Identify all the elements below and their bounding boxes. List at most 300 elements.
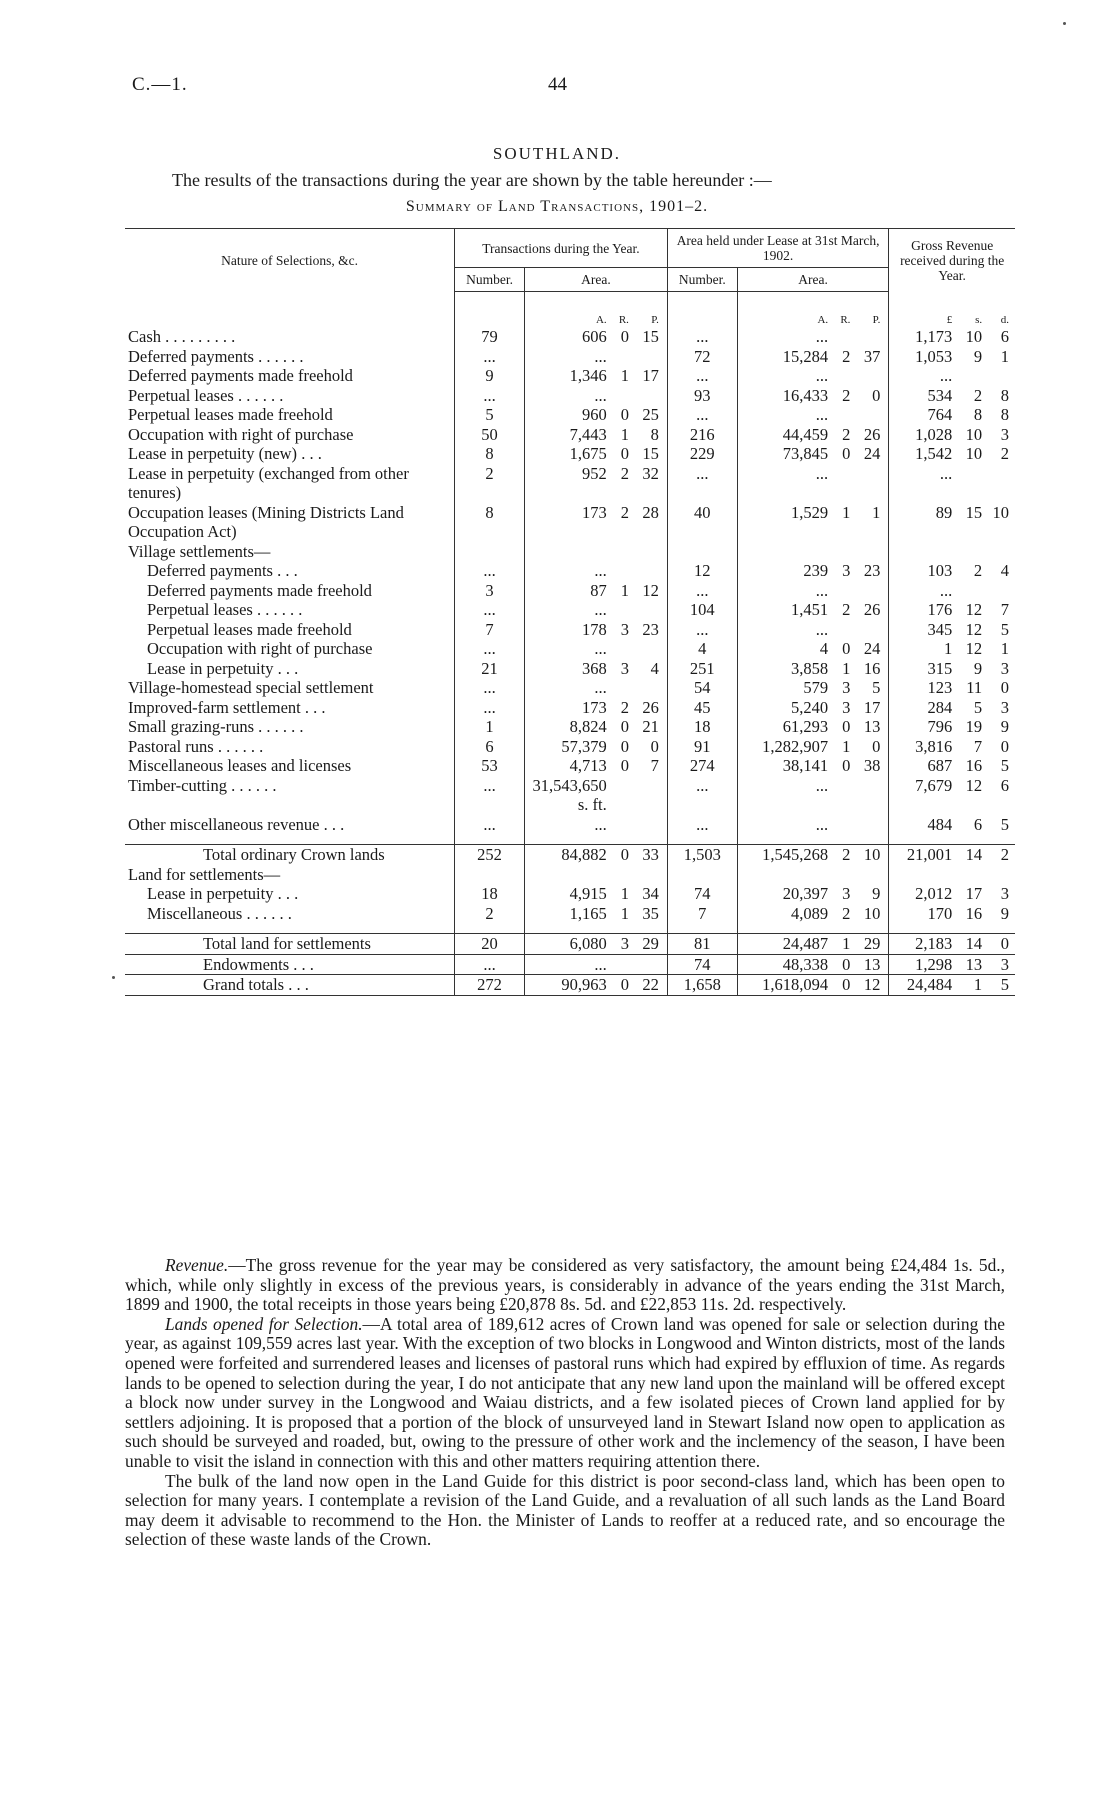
land-for-settlements-heading — [125, 865, 1015, 885]
transactions-number: 1 — [455, 717, 525, 737]
row-label-text: Lease in perpetuity (exchanged from other tenures) — [128, 463, 409, 502]
lease-perches: 13 — [853, 954, 888, 975]
row-label-text: Timber-cutting — [128, 775, 227, 795]
transactions-acres: ... — [524, 386, 609, 406]
lease-perches: 26 — [863, 424, 881, 444]
lease-number: 216 — [667, 425, 737, 445]
lease-perches — [853, 327, 888, 347]
row-label-text: Perpetual leases — [147, 600, 253, 619]
leader-dots: . . . — [319, 814, 345, 834]
transactions-number: ... — [455, 776, 525, 815]
revenue-pounds: 89 — [889, 503, 955, 542]
lease-number: 12 — [667, 561, 737, 581]
transactions-roods — [610, 347, 632, 367]
lease-perches: 0 — [872, 385, 881, 405]
revenue-pounds: 24,484 — [889, 975, 955, 996]
lease-roods: 2 — [842, 903, 851, 923]
village-settlements-heading — [125, 542, 1015, 562]
table-title: Summary of Land Transactions, 1901–2. — [405, 198, 709, 215]
revenue-shillings: 19 — [965, 717, 983, 736]
transactions-number: ... — [455, 600, 525, 620]
row-label — [125, 904, 455, 924]
leader-dots: . . . — [284, 975, 309, 994]
revenue-pounds: 345 — [889, 620, 955, 640]
revenue-shillings: 15 — [965, 502, 983, 522]
row-label-text: Deferred payments made freehold — [147, 580, 372, 600]
transactions-acres: 173 — [524, 503, 609, 542]
lease-roods: 2 — [842, 385, 851, 405]
transactions-number: 7 — [455, 620, 525, 640]
transactions-perches: 17 — [642, 366, 659, 385]
unit-label: s. — [975, 313, 983, 326]
lease-roods — [831, 327, 853, 347]
table-row — [125, 503, 1015, 542]
lease-number: 72 — [667, 347, 737, 367]
transactions-roods: 1 — [620, 884, 629, 903]
row-label — [125, 954, 455, 975]
lease-acres: 1,451 — [737, 600, 831, 620]
revenue-shillings: 6 — [973, 814, 983, 834]
transactions-roods: 0 — [620, 736, 629, 756]
transactions-acres: 178 — [524, 620, 609, 640]
lease-roods: 2 — [842, 600, 851, 619]
transactions-acres: 1,346 — [524, 366, 609, 386]
lease-roods: 3 — [842, 884, 851, 903]
transactions-roods: 0 — [620, 756, 629, 775]
lease-number: 54 — [667, 678, 737, 698]
transactions-roods — [610, 639, 632, 659]
transactions-number: 252 — [455, 845, 525, 865]
leader-dots: . . . — [289, 954, 314, 974]
transactions-roods: 0 — [620, 327, 629, 346]
lease-number: ... — [667, 815, 737, 835]
revenue-shillings: 17 — [965, 884, 983, 903]
lease-acres: 16,433 — [737, 386, 831, 406]
lease-acres: 239 — [737, 561, 831, 581]
transactions-roods: 0 — [620, 717, 629, 736]
row-label-text: Grand totals — [203, 975, 285, 994]
transactions-roods: 3 — [610, 934, 632, 955]
lease-acres: ... — [737, 327, 831, 347]
transactions-acres: 952 — [524, 464, 609, 503]
table-row — [125, 717, 1015, 737]
revenue-pence: 4 — [1000, 561, 1009, 580]
lease-perches: 29 — [853, 934, 888, 955]
lease-number: 45 — [667, 698, 737, 718]
row-label — [125, 581, 455, 601]
transactions-perches: 12 — [642, 580, 659, 600]
transactions-perches — [632, 347, 667, 367]
revenue-shillings: 9 — [973, 346, 983, 366]
lease-number: ... — [667, 581, 737, 601]
lease-roods: 2 — [842, 346, 851, 366]
lease-roods: 0 — [842, 717, 851, 736]
lease-perches: 12 — [853, 975, 888, 996]
transactions-acres: 57,379 — [524, 737, 609, 757]
lease-perches: 13 — [863, 717, 881, 736]
row-label-text: Village-homestead special settlement — [128, 678, 374, 697]
transactions-roods — [610, 954, 632, 975]
row-label — [125, 366, 455, 386]
lease-number: 274 — [667, 756, 737, 776]
lease-roods: 1 — [831, 934, 853, 955]
transactions-number: 21 — [455, 659, 525, 679]
revenue-shillings: 5 — [973, 697, 983, 717]
units-row — [125, 292, 1015, 328]
leader-dots: . . . — [272, 561, 298, 580]
transactions-roods: 1 — [620, 580, 629, 600]
lease-acres: 1,618,094 — [737, 975, 831, 996]
revenue-pounds: 176 — [889, 600, 955, 620]
row-label — [125, 503, 455, 542]
spacer-row — [125, 834, 1015, 845]
row-label-text: Other miscellaneous revenue — [128, 814, 320, 834]
revenue-pence: 0 — [1000, 678, 1009, 697]
revenue-pounds: 103 — [889, 561, 955, 581]
revenue-shillings — [955, 581, 985, 601]
lease-acres: 20,397 — [737, 884, 831, 904]
revenue-shillings: 8 — [973, 405, 983, 424]
report-text — [125, 1256, 1005, 1550]
transactions-number: 272 — [455, 975, 525, 996]
revenue-shillings: 12 — [965, 639, 983, 658]
table-row — [125, 561, 1015, 581]
transactions-perches: 28 — [642, 502, 659, 522]
transactions-acres: 87 — [524, 581, 609, 601]
lease-roods: 3 — [842, 697, 851, 717]
lease-number: ... — [667, 327, 737, 347]
transactions-perches: 33 — [632, 845, 667, 865]
leader-dots: . . . — [300, 697, 326, 717]
transactions-perches — [632, 815, 667, 835]
table-row — [125, 884, 1015, 904]
lease-acres: 1,282,907 — [737, 737, 831, 757]
transactions-perches — [632, 561, 667, 581]
transactions-number: ... — [455, 347, 525, 367]
lease-roods: 2 — [842, 424, 851, 444]
transactions-roods — [610, 776, 632, 815]
transactions-roods: 0 — [620, 444, 629, 463]
revenue-pounds: 2,183 — [889, 934, 955, 955]
lease-roods: 1 — [842, 658, 851, 678]
table-row — [125, 678, 1015, 698]
lease-number: 104 — [667, 600, 737, 620]
lease-perches: 23 — [863, 561, 881, 580]
revenue-pence: 3 — [985, 954, 1015, 975]
unit-label: R. — [618, 314, 629, 326]
transactions-acres: ... — [524, 815, 609, 835]
revenue-pounds: 315 — [889, 659, 955, 679]
revenue-pence: 3 — [1000, 658, 1009, 678]
row-label — [125, 737, 455, 757]
table-row — [125, 600, 1015, 620]
lease-perches: 16 — [863, 658, 881, 678]
row-label-text: Perpetual leases made freehold — [147, 619, 352, 639]
table-row — [125, 698, 1015, 718]
lease-roods: 3 — [842, 678, 851, 697]
transactions-number: ... — [455, 678, 525, 698]
leader-dots: . . . . . . — [233, 385, 284, 405]
leader-dots: . . . . . . — [254, 717, 304, 736]
lease-roods: 0 — [831, 954, 853, 975]
transactions-number: 3 — [455, 581, 525, 601]
unit-label: A. — [524, 292, 609, 328]
revenue-pence — [985, 366, 1015, 386]
page-number: 44 — [548, 74, 567, 95]
grand-totals-row — [125, 975, 1015, 996]
unit-label: A. — [737, 292, 831, 328]
header-area: Area. — [524, 268, 667, 292]
transactions-number: ... — [455, 698, 525, 718]
transactions-roods: 0 — [620, 405, 629, 424]
transactions-acres: ... — [524, 600, 609, 620]
revenue-pence: 1 — [1000, 346, 1009, 366]
lease-number: ... — [667, 464, 737, 503]
header-transactions: Transactions during the Year. — [455, 229, 668, 268]
transactions-perches — [632, 600, 667, 620]
table-row — [125, 386, 1015, 406]
transactions-perches — [632, 776, 667, 815]
lease-number: 1,503 — [667, 845, 737, 865]
transactions-perches: 23 — [642, 619, 659, 639]
table-row — [125, 444, 1015, 464]
unit-label: d. — [1000, 313, 1009, 326]
row-label-text: Small grazing-runs — [128, 717, 255, 736]
revenue-pounds: 484 — [889, 815, 955, 835]
revenue-pounds: ... — [889, 464, 955, 503]
unit-label: £ — [889, 292, 955, 328]
row-label — [125, 600, 455, 620]
transactions-number: 2 — [455, 904, 525, 924]
row-label — [125, 698, 455, 718]
revenue-shillings: 7 — [973, 736, 983, 756]
total-ordinary-row — [125, 845, 1015, 865]
lease-roods — [831, 620, 853, 640]
row-label — [125, 405, 455, 425]
revenue-pence: 6 — [1000, 327, 1009, 346]
transactions-perches: 25 — [642, 405, 659, 424]
lease-number: 1,658 — [667, 975, 737, 996]
revenue-shillings: 13 — [955, 954, 985, 975]
revenue-shillings: 14 — [955, 845, 985, 865]
transactions-number: ... — [455, 386, 525, 406]
lease-number: 81 — [667, 934, 737, 955]
lease-perches — [853, 620, 888, 640]
row-label — [125, 561, 455, 581]
lease-number: ... — [667, 405, 737, 425]
lease-perches: 24 — [863, 639, 881, 658]
transactions-roods — [610, 561, 632, 581]
transactions-roods — [610, 386, 632, 406]
revenue-pounds: 1,298 — [889, 954, 955, 975]
transactions-roods — [610, 600, 632, 620]
revenue-pence: 6 — [1000, 775, 1009, 795]
table-row — [125, 659, 1015, 679]
document-reference: C.—1. — [132, 74, 188, 95]
transactions-roods: 1 — [620, 424, 629, 444]
row-label-text: Perpetual leases made freehold — [128, 405, 333, 424]
row-label — [125, 776, 455, 815]
transactions-acres: 4,713 — [524, 756, 609, 776]
lease-perches: 10 — [863, 903, 881, 923]
lease-perches: 37 — [863, 346, 881, 366]
row-label — [125, 815, 455, 835]
revenue-pence: 2 — [1000, 444, 1009, 463]
lease-number: 74 — [667, 884, 737, 904]
transactions-roods: 3 — [620, 658, 629, 678]
land-guide-paragraph: The bulk of the land now open in the Land Guide for this district is poor second-class land, which has been open to selection for many years. I contemplate a revision of the Land Guide, and a revaluation of all such lands as the Land Board may deem it advisable to recommend to the Hon. the Minister of Lands to reoffer at a reduced rate, and so encourage the selection of these waste lands of the Crown. — [125, 1470, 1005, 1550]
transactions-perches: 8 — [650, 424, 659, 444]
transactions-acres: 31,543,650 s. ft. — [524, 776, 609, 815]
intro-text: The results of the transactions during the year are shown by the table hereunder :— — [172, 170, 772, 190]
header-area: Area. — [737, 268, 889, 292]
table-row — [125, 904, 1015, 924]
revenue-paragraph — [125, 1256, 1005, 1315]
row-label-text: Improved-farm settlement — [128, 697, 301, 717]
lease-perches: 17 — [863, 697, 881, 717]
lease-perches — [853, 776, 888, 815]
row-label — [125, 975, 455, 996]
table-row — [125, 639, 1015, 659]
revenue-shillings: 10 — [965, 424, 983, 444]
lease-acres: 4 — [737, 639, 831, 659]
lease-roods: 0 — [842, 756, 851, 775]
lease-acres: ... — [737, 620, 831, 640]
lease-acres: 579 — [737, 678, 831, 698]
transactions-number: 6 — [455, 737, 525, 757]
revenue-shillings: 14 — [955, 934, 985, 955]
row-label-text: Occupation with right of purchase — [147, 639, 373, 658]
lease-number: ... — [667, 776, 737, 815]
transactions-number: 8 — [455, 444, 525, 464]
lease-roods — [831, 405, 853, 425]
transactions-acres: ... — [524, 561, 609, 581]
revenue-pounds: 7,679 — [889, 776, 955, 815]
revenue-pounds: 284 — [889, 698, 955, 718]
transactions-acres: ... — [524, 639, 609, 659]
transactions-perches: 26 — [642, 697, 659, 717]
transactions-acres: 8,824 — [524, 717, 609, 737]
transactions-number: ... — [455, 954, 525, 975]
revenue-pounds: ... — [889, 581, 955, 601]
transactions-perches: 4 — [650, 658, 659, 678]
lease-number: 40 — [667, 503, 737, 542]
transactions-perches: 0 — [650, 736, 659, 756]
leader-dots: . . . . . . — [242, 903, 292, 923]
row-label — [125, 884, 455, 904]
transactions-roods: 2 — [620, 502, 629, 522]
transactions-acres: ... — [524, 678, 609, 698]
transactions-roods: 2 — [620, 463, 629, 483]
row-label-text: Lease in perpetuity — [147, 658, 274, 678]
transactions-number: 79 — [455, 327, 525, 347]
lease-acres: ... — [737, 581, 831, 601]
lease-number: 18 — [667, 717, 737, 737]
transactions-perches — [632, 678, 667, 698]
transactions-number: 18 — [455, 884, 525, 904]
transactions-acres: 90,963 — [524, 975, 609, 996]
revenue-pence: 5 — [1000, 756, 1009, 775]
lease-perches: 1 — [872, 502, 881, 522]
row-label — [125, 756, 455, 776]
lease-perches — [853, 581, 888, 601]
row-label — [125, 327, 455, 347]
table-row — [125, 347, 1015, 367]
unit-label: P. — [872, 314, 881, 326]
group-heading: Village settlements— — [128, 541, 271, 561]
lease-number: 7 — [667, 904, 737, 924]
revenue-pence: 5 — [1000, 814, 1009, 834]
row-label — [125, 347, 455, 367]
transactions-roods — [610, 815, 632, 835]
lease-acres: 48,338 — [737, 954, 831, 975]
revenue-shillings: 10 — [965, 327, 983, 346]
lease-acres: ... — [737, 366, 831, 386]
lease-roods: 1 — [842, 502, 851, 522]
revenue-pence: 8 — [1000, 405, 1009, 424]
row-label-text: Occupation with right of purchase — [128, 424, 354, 444]
lease-perches — [853, 366, 888, 386]
row-label-text: Occupation leases (Mining Districts Land Occupation Act) — [128, 502, 404, 541]
ink-speck — [112, 976, 115, 979]
lease-roods: 0 — [831, 975, 853, 996]
lease-acres: 15,284 — [737, 347, 831, 367]
row-label-text: Deferred payments made freehold — [128, 366, 353, 385]
header-lease: Area held under Lease at 31st March, 1902. — [667, 229, 888, 268]
table-row — [125, 815, 1015, 835]
transactions-number: 5 — [455, 405, 525, 425]
revenue-pounds: 1,542 — [889, 444, 955, 464]
row-label — [125, 639, 455, 659]
revenue-pounds: 687 — [889, 756, 955, 776]
paragraph-lead: Lands opened for Selection. — [165, 1313, 363, 1334]
leader-dots: . . . . . . — [253, 346, 304, 366]
row-label-text: Total ordinary Crown lands — [203, 845, 385, 864]
transactions-perches: 29 — [632, 934, 667, 955]
lease-perches: 5 — [872, 678, 881, 697]
unit-label: R. — [840, 314, 851, 326]
transactions-number: 2 — [455, 464, 525, 503]
transactions-acres: 84,882 — [524, 845, 609, 865]
lease-roods — [831, 464, 853, 503]
lease-acres: 38,141 — [737, 756, 831, 776]
transactions-number: 8 — [455, 503, 525, 542]
row-label — [125, 934, 455, 955]
table-row — [125, 737, 1015, 757]
lease-perches: 9 — [872, 884, 881, 903]
lease-roods — [831, 366, 853, 386]
row-label — [125, 386, 455, 406]
leader-dots: . . . . . . — [213, 736, 264, 756]
header-revenue: Gross Revenue received during the Year. — [889, 229, 1015, 292]
transactions-perches: 34 — [642, 884, 659, 903]
revenue-pence: 3 — [1000, 697, 1009, 717]
revenue-pounds: 1,173 — [889, 327, 955, 347]
section-title: SOUTHLAND. — [492, 144, 622, 163]
lease-perches: 26 — [863, 600, 881, 619]
transactions-perches: 15 — [642, 327, 659, 346]
endowments-row — [125, 954, 1015, 975]
row-label — [125, 678, 455, 698]
revenue-shillings — [955, 366, 985, 386]
lease-number: ... — [667, 620, 737, 640]
transactions-roods: 0 — [610, 975, 632, 996]
lease-acres: 61,293 — [737, 717, 831, 737]
lease-perches — [853, 815, 888, 835]
revenue-pence: 1 — [1000, 639, 1009, 658]
revenue-pence: 5 — [1000, 619, 1009, 639]
paragraph-body: —The gross revenue for the year may be considered as very satisfactory, the amount being £24,484 1s. 5d., which, while only slightly in excess of the previous years, is considerably in advance of the years ending the 31st March, 1899 and 1900, the total receipts in those years being £20,878 8s. 5d. and £22,853 11s. 2d. respectively. — [125, 1255, 1005, 1315]
